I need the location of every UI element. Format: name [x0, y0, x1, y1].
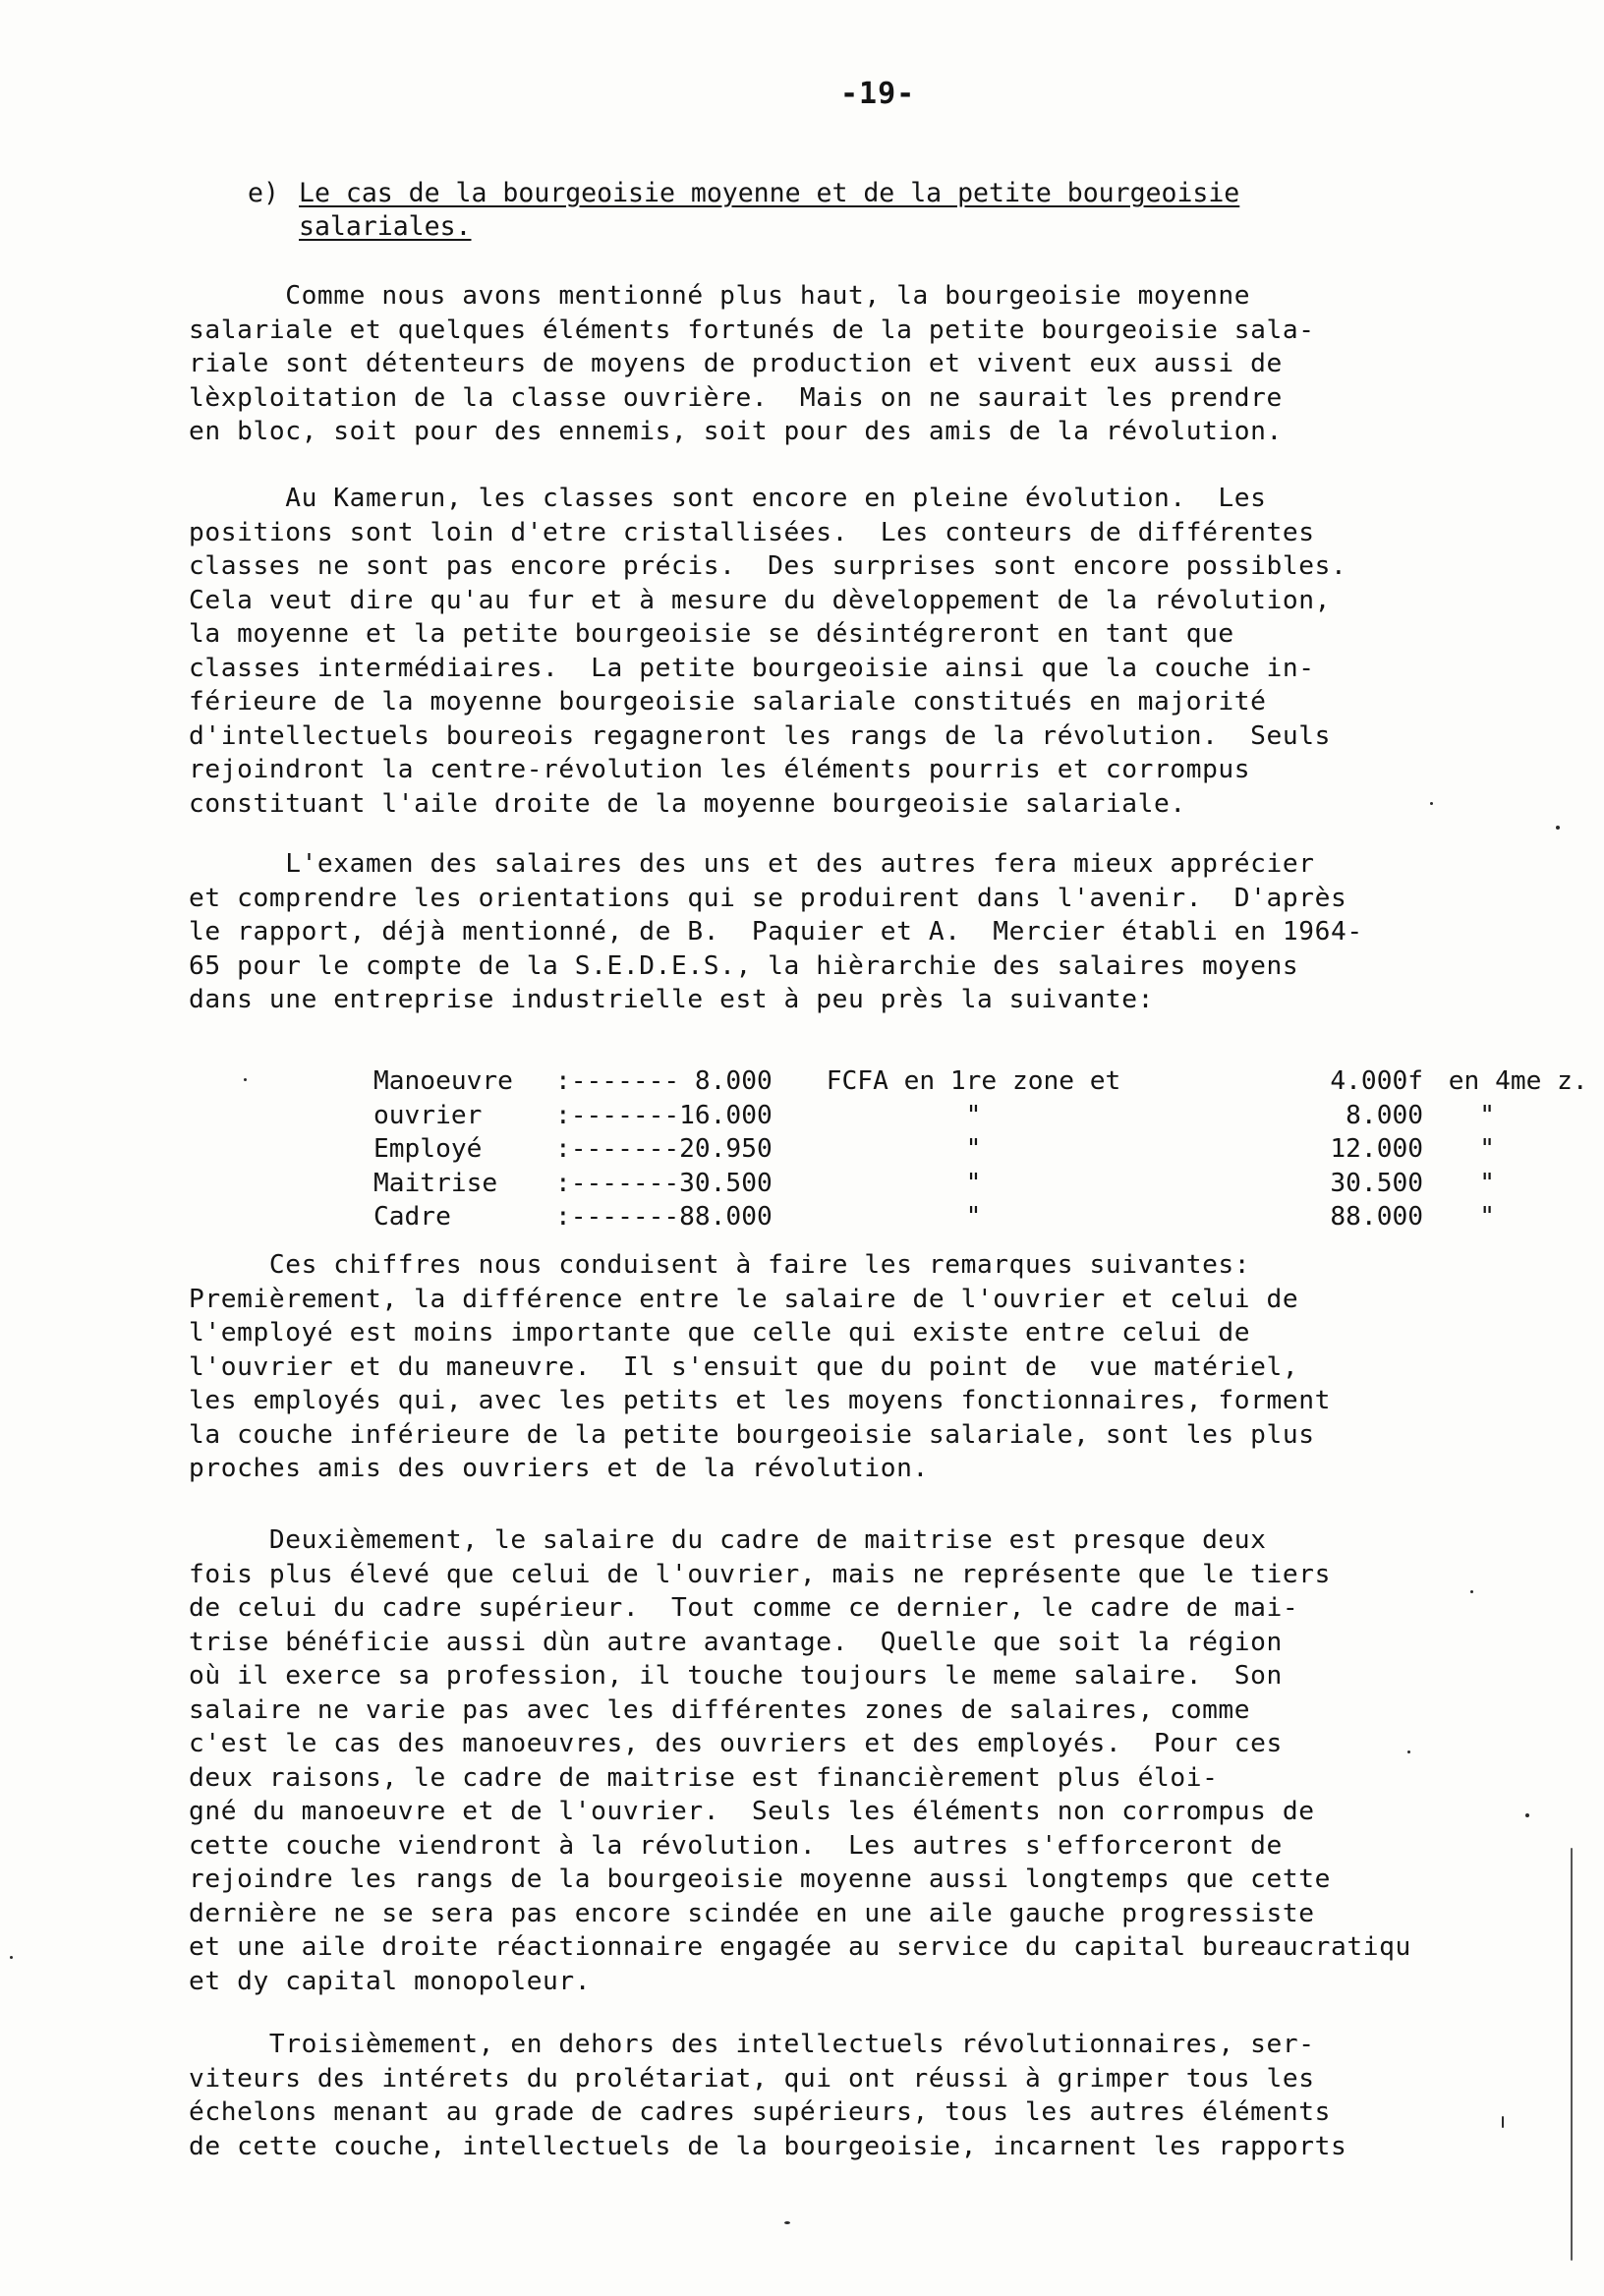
text-line: Au Kamerun, les classes sont encore en pleine évolution. Les	[189, 484, 1267, 513]
text-line: viteurs des intérets du prolétariat, qui ont réussi à grimper tous les	[189, 2063, 1315, 2094]
text-line: fois plus élevé que celui de l'ouvrier, mais ne représente que le tiers	[189, 1559, 1331, 1589]
text-line: dernière ne se sera pas encore scindée en une aile gauche progressiste	[189, 1898, 1315, 1928]
text-line: Troisièmement, en dehors des intellectuels révolutionnaires, ser-	[189, 2030, 1315, 2059]
text-line: positions sont loin d'etre cristallisées. Les conteurs de différentes	[189, 517, 1315, 547]
text-line: gné du manoeuvre et de l'ouvrier. Seuls les éléments non corrompus de	[189, 1797, 1315, 1826]
text-line: d'intellectuels boureois regagneront les rangs de la révolution. Seuls	[189, 720, 1331, 751]
text-line: rejoindre les rangs de la bourgeoisie moyenne aussi longtemps que cette	[189, 1865, 1331, 1894]
scan-speck	[1502, 2116, 1504, 2128]
scan-speck	[1470, 1590, 1473, 1593]
salary-first-zone: :-------88.000	[555, 1202, 773, 1232]
text-line: classes intermédiaires. La petite bourgeoisie ainsi que la couche in-	[189, 653, 1315, 683]
paragraph-5	[189, 1523, 1411, 1998]
text-line: de cette couche, intellectuels de la bourgeoisie, incarnent les rapports	[189, 2131, 1347, 2161]
salary-row	[373, 1132, 1588, 1167]
salary-zone-label: "	[811, 1168, 982, 1198]
text-line: Cela veut dire qu'au fur et à mesure du dèveloppement de la révolution,	[189, 585, 1331, 615]
text-line: Deuxièmement, le salaire du cadre de maitrise est presque deux	[189, 1525, 1267, 1555]
salary-fourth-zone: 8.000	[1346, 1100, 1423, 1130]
paragraph-1	[189, 279, 1315, 449]
salary-category: Employé	[373, 1134, 483, 1164]
salary-first-zone: :-------30.500	[555, 1168, 773, 1198]
salary-row	[373, 1099, 1588, 1133]
scan-speck	[1407, 1751, 1410, 1753]
text-line: cette couche viendront à la révolution. Les autres s'efforceront de	[189, 1830, 1283, 1861]
text-line: et dy capital monopoleur.	[189, 1966, 592, 1996]
text-line: et une aile droite réactionnaire engagée au service du capital bureaucratiqu	[189, 1932, 1411, 1962]
paragraph-6	[189, 2028, 1346, 2163]
salary-zone-label: "	[811, 1134, 982, 1164]
salary-first-zone: :-------20.950	[555, 1134, 773, 1164]
text-line: férieure de la moyenne bourgeoisie salariale constitués en majorité	[189, 687, 1267, 717]
salary-zone-label: "	[811, 1100, 982, 1130]
text-line: salariale et quelques éléments fortunés de la petite bourgeoisie sala-	[189, 315, 1315, 345]
text-line: de celui du cadre supérieur. Tout comme ce dernier, le cadre de mai-	[189, 1593, 1299, 1623]
salary-row-tail: "	[1433, 1168, 1496, 1198]
text-line: l'ouvrier et du maneuvre. Il s'ensuit que du point de vue matériel,	[189, 1351, 1299, 1382]
text-line: dans une entreprise industrielle est à peu près la suivante:	[189, 985, 1154, 1014]
text-line: Comme nous avons mentionné plus haut, la bourgeoisie moyenne	[189, 281, 1251, 311]
salary-row-tail: "	[1433, 1202, 1496, 1232]
text-line: l'employé est moins importante que celle qui existe entre celui de	[189, 1318, 1251, 1348]
scan-speck	[244, 1078, 247, 1081]
salary-row	[373, 1167, 1588, 1201]
salary-row-tail: en 4me z.	[1433, 1066, 1588, 1096]
section-title-line-2: salariales.	[299, 211, 472, 242]
text-line: en bloc, soit pour des ennemis, soit pour des amis de la révolution.	[189, 417, 1283, 446]
text-line: Premièrement, la différence entre le salaire de l'ouvrier et celui de	[189, 1284, 1299, 1314]
text-line: lèxploitation de la classe ouvrière. Mais on ne saurait les prendre	[189, 382, 1283, 413]
text-line: le rapport, déjà mentionné, de B. Paquier et A. Mercier établi en 1964-	[189, 917, 1363, 947]
text-line: les employés qui, avec les petits et les moyens fonctionnaires, forment	[189, 1386, 1331, 1415]
salary-fourth-zone: 88.000	[1330, 1202, 1423, 1232]
text-line: constituant l'aile droite de la moyenne bourgeoisie salariale.	[189, 788, 1186, 819]
text-line: où il exerce sa profession, il touche toujours le meme salaire. Son	[189, 1661, 1283, 1691]
page-number: -19-	[840, 77, 916, 111]
salary-fourth-zone: 30.500	[1330, 1168, 1423, 1198]
salary-row	[373, 1064, 1588, 1099]
salary-row-tail: "	[1433, 1134, 1496, 1164]
text-line: 65 pour le compte de la S.E.D.E.S., la hièrarchie des salaires moyens	[189, 950, 1299, 981]
scan-speck	[1525, 1813, 1529, 1817]
text-line: trise bénéficie aussi dùn autre avantage. Quelle que soit la région	[189, 1627, 1283, 1657]
salary-category: Manoeuvre	[373, 1066, 513, 1096]
text-line: L'examen des salaires des uns et des autres fera mieux apprécier	[189, 849, 1315, 879]
text-line: classes ne sont pas encore précis. Des surprises sont encore possibles.	[189, 551, 1347, 581]
salary-category: ouvrier	[373, 1100, 483, 1130]
scan-speck	[1556, 826, 1560, 830]
section-heading	[248, 177, 1427, 244]
salary-fourth-zone: 12.000	[1330, 1134, 1423, 1164]
text-line: salaire ne varie pas avec les différentes zones de salaires, comme	[189, 1694, 1251, 1725]
salary-fourth-zone: 4.000f	[1330, 1066, 1423, 1096]
salary-first-zone: :-------16.000	[555, 1100, 773, 1130]
text-line: c'est le cas des manoeuvres, des ouvriers et des employés. Pour ces	[189, 1729, 1283, 1758]
scan-speck	[10, 1956, 13, 1959]
salary-category: Maitrise	[373, 1168, 498, 1198]
salary-table	[373, 1064, 1588, 1234]
salary-category: Cadre	[373, 1202, 451, 1232]
paragraph-2	[189, 482, 1346, 821]
section-title-line-1: Le cas de la bourgeoisie moyenne et de la petite bourgeoisie	[299, 178, 1240, 208]
text-line: rejoindront la centre-révolution les éléments pourris et corrompus	[189, 755, 1251, 784]
section-marker: e)	[248, 178, 279, 208]
salary-zone-label: "	[811, 1202, 982, 1232]
salary-zone-label: FCFA en 1re zone et	[811, 1066, 1121, 1096]
text-line: proches amis des ouvriers et de la révolution.	[189, 1454, 929, 1483]
scan-speck	[1430, 802, 1433, 805]
scan-speck	[1571, 1848, 1573, 2261]
text-line: deux raisons, le cadre de maitrise est financièrement plus éloi-	[189, 1762, 1219, 1793]
salary-row-tail: "	[1433, 1100, 1496, 1130]
text-line: échelons menant au grade de cadres supérieurs, tous les autres éléments	[189, 2097, 1331, 2127]
text-line: Ces chiffres nous conduisent à faire les remarques suivantes:	[189, 1250, 1251, 1280]
paragraph-3	[189, 847, 1363, 1017]
text-line: la couche inférieure de la petite bourgeoisie salariale, sont les plus	[189, 1419, 1315, 1450]
scan-speck	[784, 2221, 790, 2224]
text-line: riale sont détenteurs de moyens de production et vivent eux aussi de	[189, 349, 1283, 378]
salary-row	[373, 1200, 1588, 1234]
salary-first-zone: :------- 8.000	[555, 1066, 773, 1096]
text-line: et comprendre les orientations qui se produirent dans l'avenir. D'après	[189, 883, 1347, 913]
paragraph-4	[189, 1248, 1331, 1486]
text-line: la moyenne et la petite bourgeoisie se désintégreront en tant que	[189, 619, 1234, 649]
